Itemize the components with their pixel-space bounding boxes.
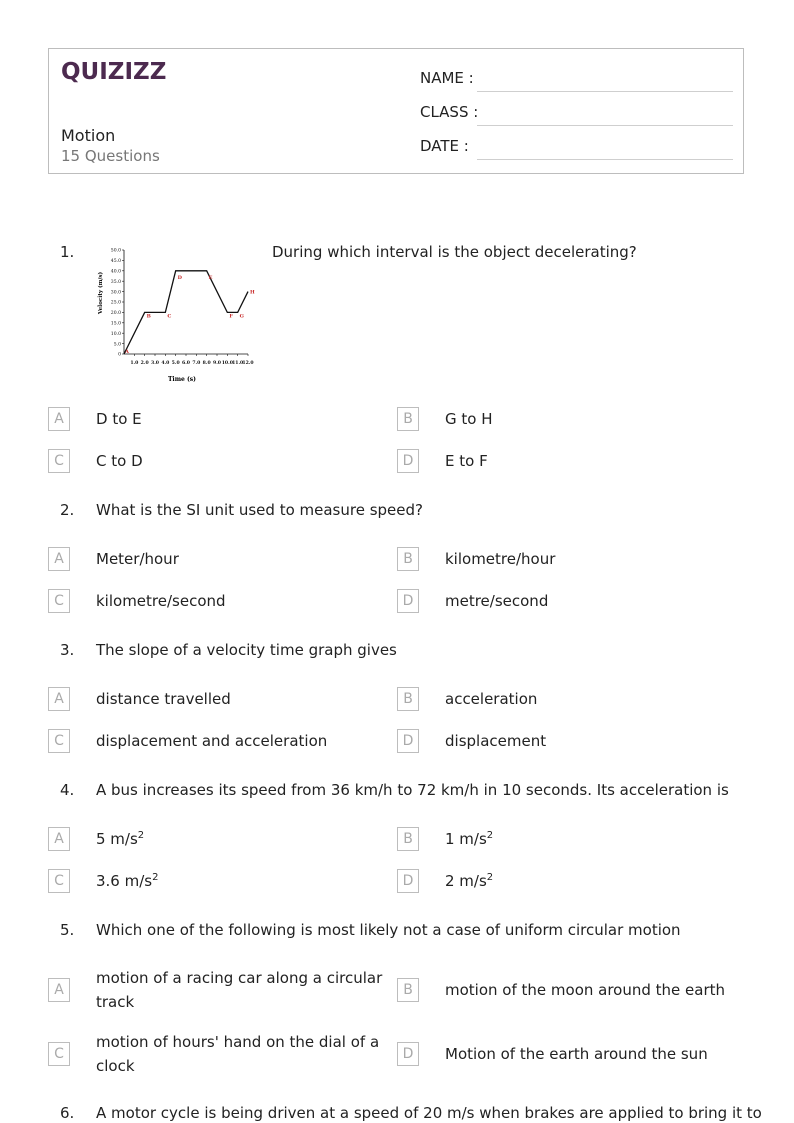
option-b-value: 1 m/s: [445, 830, 487, 848]
option-c-text[interactable]: C to D: [96, 452, 143, 470]
point-label-d: D: [177, 274, 183, 281]
question-number: 6.: [60, 1104, 75, 1122]
option-a-box[interactable]: A: [48, 827, 70, 851]
option-c-text[interactable]: displacement and acceleration: [96, 732, 328, 750]
option-c-box[interactable]: C: [48, 1042, 70, 1066]
option-c-text[interactable]: [96, 869, 158, 893]
question-count: 15 Questions: [61, 147, 160, 165]
y-tick-label: 20.0: [110, 311, 121, 317]
velocity-series: [124, 271, 248, 354]
velocity-time-graph: [96, 243, 258, 385]
option-a-text[interactable]: Meter/hour: [96, 550, 179, 568]
class-label: CLASS :: [420, 103, 479, 121]
point-label-a: A: [125, 349, 129, 355]
option-b-box[interactable]: B: [397, 827, 419, 851]
option-d-box[interactable]: D: [397, 589, 419, 613]
option-d-text[interactable]: displacement: [445, 732, 547, 750]
option-a-text[interactable]: motion of a racing car along a circular track: [96, 969, 383, 1011]
exponent: 2: [137, 830, 145, 841]
question-number: 5.: [60, 921, 75, 939]
option-d-box[interactable]: D: [397, 1042, 419, 1066]
option-d-box[interactable]: D: [397, 729, 419, 753]
name-line[interactable]: [477, 91, 733, 92]
option-d-box[interactable]: D: [397, 869, 419, 893]
y-tick-label: 0: [118, 352, 121, 358]
y-tick-label: 30.0: [110, 290, 121, 296]
option-c-box[interactable]: C: [48, 589, 70, 613]
x-tick-label: 11.0: [232, 361, 244, 366]
y-tick-label: 40.0: [110, 269, 121, 275]
option-d-text[interactable]: Motion of the earth around the sun: [445, 1045, 708, 1063]
point-label-c: C: [167, 313, 172, 320]
option-b-box[interactable]: B: [397, 687, 419, 711]
option-b-box[interactable]: B: [397, 407, 419, 431]
graph-y-label: Velocity (m/s): [98, 271, 104, 315]
x-tick-label: 7.0: [192, 361, 201, 366]
y-tick-label: 35.0: [110, 279, 121, 285]
option-a-box[interactable]: A: [48, 687, 70, 711]
option-c-box[interactable]: C: [48, 869, 70, 893]
class-line[interactable]: [477, 125, 733, 126]
question-text: A motor cycle is being driven at a speed of 20 m/s when brakes are applied to bring it to: [96, 1104, 762, 1122]
option-a-text[interactable]: distance travelled: [96, 690, 231, 708]
option-a-box[interactable]: A: [48, 407, 70, 431]
worksheet-header: [48, 48, 744, 174]
graph-axes: [124, 250, 248, 354]
graph-ticks: [111, 248, 254, 366]
option-d-text[interactable]: metre/second: [445, 592, 549, 610]
name-field: [420, 69, 474, 87]
y-tick-label: 10.0: [110, 331, 121, 337]
question-number: 4.: [60, 781, 75, 799]
x-tick-label: 9.0: [213, 361, 221, 366]
y-tick-label: 25.0: [110, 300, 121, 306]
option-c-box[interactable]: C: [48, 729, 70, 753]
quizizz-logo: QUIZIZZ: [61, 59, 167, 85]
exponent: 2: [152, 872, 159, 883]
option-a-box[interactable]: A: [48, 547, 70, 571]
worksheet-title: Motion: [61, 126, 116, 145]
exponent: 2: [486, 830, 494, 841]
exponent: 2: [486, 872, 494, 883]
question-text: During which interval is the object decelerating?: [272, 243, 637, 261]
question-number: 2.: [60, 501, 75, 519]
option-c-text[interactable]: kilometre/second: [96, 592, 226, 610]
option-b-text[interactable]: G to H: [445, 410, 493, 428]
option-a-box[interactable]: A: [48, 978, 70, 1002]
name-label: NAME :: [420, 69, 474, 87]
x-tick-label: 12.0: [242, 361, 254, 366]
graph-line: [124, 271, 248, 354]
question-text: The slope of a velocity time graph gives: [96, 641, 397, 659]
question-text: What is the SI unit used to measure speed?: [96, 501, 423, 519]
y-tick-label: 15.0: [110, 321, 121, 327]
x-tick-label: 1.0: [130, 361, 139, 366]
option-b-text[interactable]: kilometre/hour: [445, 550, 556, 568]
date-field: [420, 137, 469, 155]
y-tick-label: 50.0: [110, 248, 121, 254]
point-label-b: B: [146, 313, 151, 320]
option-c-value: 3.6 m/s: [96, 872, 153, 890]
question-number: 3.: [60, 641, 75, 659]
point-label-f: F: [229, 313, 233, 320]
option-c-box[interactable]: C: [48, 449, 70, 473]
question-text: A bus increases its speed from 36 km/h to 72 km/h in 10 seconds. Its acceleration is: [96, 781, 729, 799]
x-tick-label: 6.0: [182, 361, 190, 366]
option-b-text[interactable]: acceleration: [445, 690, 538, 708]
point-label-g: G: [239, 313, 244, 320]
option-b-text[interactable]: motion of the moon around the earth: [445, 981, 726, 999]
option-b-box[interactable]: B: [397, 547, 419, 571]
option-c-text[interactable]: motion of hours' hand on the dial of a clock: [96, 1033, 380, 1075]
class-field: [420, 103, 478, 121]
date-line[interactable]: [477, 159, 733, 160]
x-tick-label: 8.0: [202, 361, 211, 366]
question-text: Which one of the following is most likely not a case of uniform circular motion: [96, 921, 681, 939]
option-a-text[interactable]: [96, 827, 144, 851]
x-tick-label: 2.0: [140, 361, 149, 366]
option-d-text[interactable]: E to F: [445, 452, 488, 470]
option-a-value: 5 m/s: [96, 830, 138, 848]
x-tick-label: 3.0: [151, 361, 159, 366]
option-a-text[interactable]: D to E: [96, 410, 142, 428]
date-label: DATE :: [420, 137, 469, 155]
graph-x-label: Time (s): [167, 376, 197, 383]
option-d-value: 2 m/s: [445, 872, 487, 890]
option-d-box[interactable]: D: [397, 449, 419, 473]
point-label-e: E: [208, 274, 213, 281]
option-d-text[interactable]: [445, 869, 493, 893]
option-b-box[interactable]: B: [397, 978, 419, 1002]
question-number: 1.: [60, 243, 75, 261]
y-tick-label: 45.0: [110, 259, 121, 265]
x-tick-label: 4.0: [161, 361, 170, 366]
y-tick-label: 5.0: [113, 342, 121, 348]
option-b-text[interactable]: [445, 827, 493, 851]
point-label-h: H: [250, 289, 255, 296]
x-tick-label: 5.0: [171, 361, 180, 366]
x-tick-label: 10.0: [221, 361, 233, 366]
